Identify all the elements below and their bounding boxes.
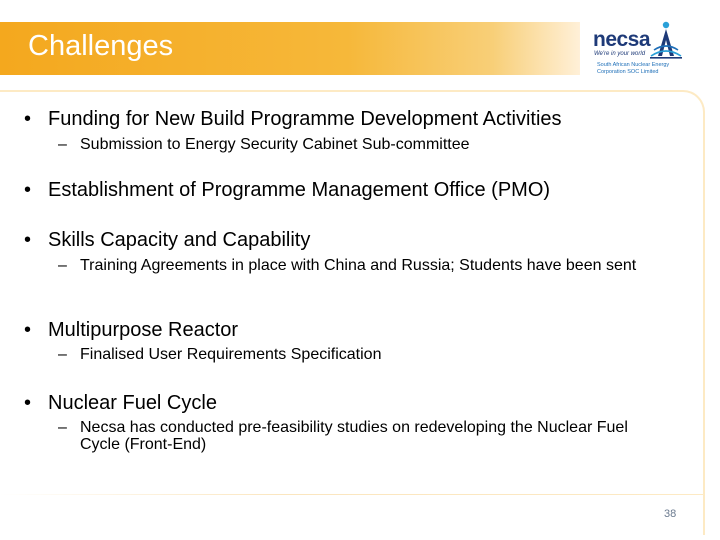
- slide-title: Challenges: [28, 30, 174, 62]
- bullet-item: • Funding for New Build Programme Development Activities: [48, 108, 562, 130]
- content-frame: [0, 90, 705, 535]
- page-number: 38: [664, 508, 677, 520]
- necsa-logo: [588, 18, 714, 80]
- bullet-item: • Skills Capacity and Capability: [48, 229, 310, 251]
- bullet-item: • Nuclear Fuel Cycle: [48, 392, 217, 414]
- sub-bullet-item: – Submission to Energy Security Cabinet Sub-committee: [80, 136, 670, 153]
- bullet-item: • Multipurpose Reactor: [48, 319, 238, 341]
- logo-wordmark: necsa: [593, 28, 651, 51]
- content-divider: [0, 494, 705, 495]
- sub-bullet-item: – Training Agreements in place with China and Russia; Students have been sent: [80, 257, 670, 274]
- sub-bullet-item: – Finalised User Requirements Specification: [80, 346, 670, 363]
- logo-subtitle: South African Nuclear Energy Corporation SOC Limited: [597, 62, 670, 75]
- title-bar: [0, 22, 580, 75]
- bullet-item: • Establishment of Programme Management Office (PMO): [48, 179, 550, 201]
- atom-tower-icon: [648, 20, 684, 60]
- sub-bullet-item: – Necsa has conducted pre-feasibility studies on redeveloping the Nuclear Fuel Cycle (Front-End): [80, 419, 670, 453]
- logo-tagline: We're in your world: [594, 51, 646, 57]
